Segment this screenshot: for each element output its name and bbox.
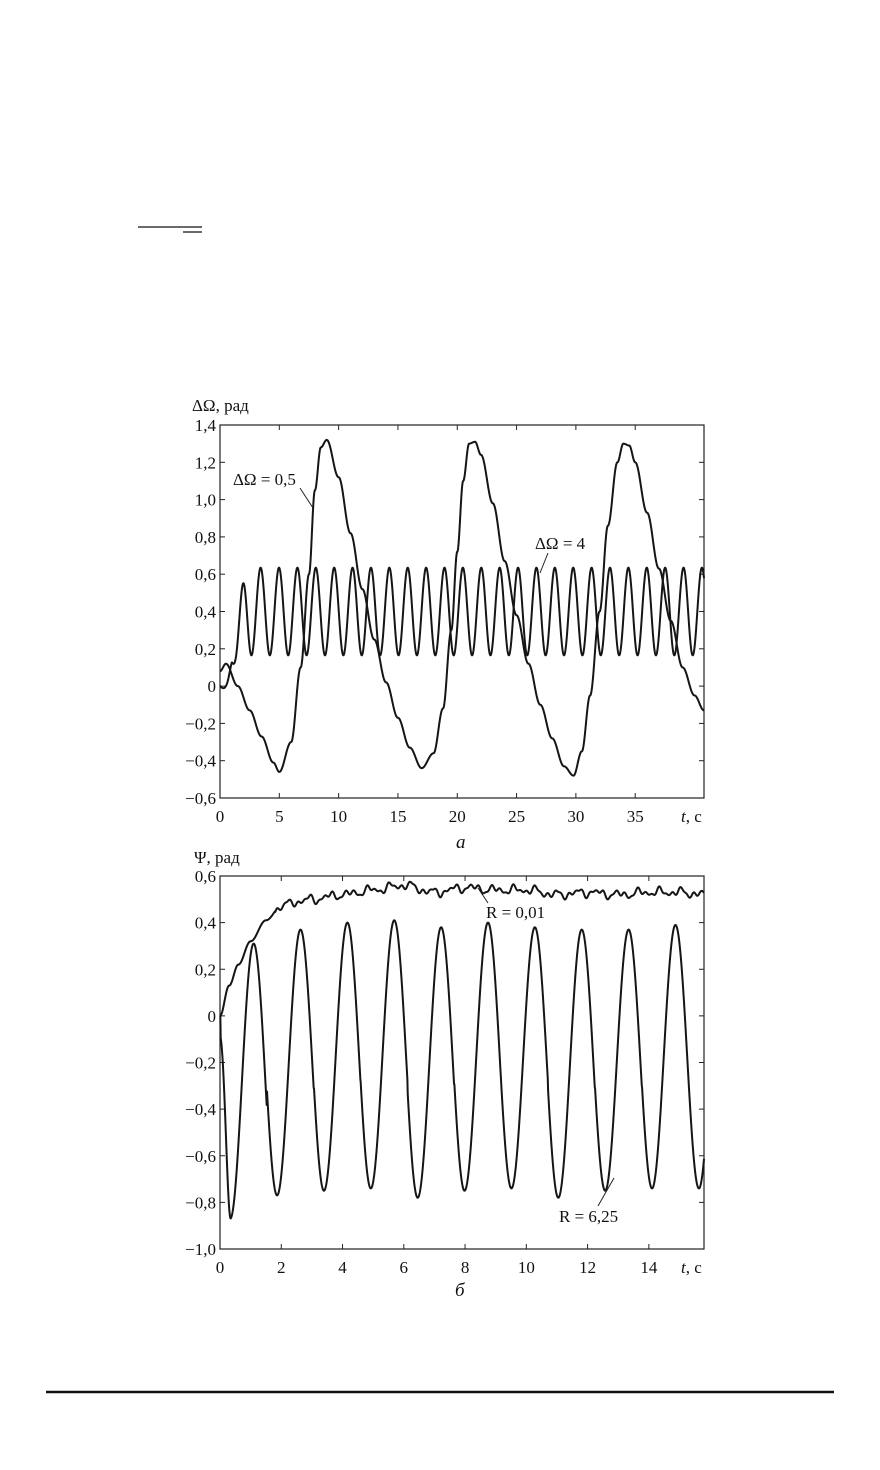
chart-a-xtick-label: 15 bbox=[389, 807, 407, 826]
chart-a-series-1 bbox=[220, 568, 704, 689]
chart-a-xtick-label: 25 bbox=[508, 807, 526, 826]
chart-b-label-001-text: R = 0,01 bbox=[486, 903, 546, 922]
chart-a-ytick-label: −0,6 bbox=[185, 789, 216, 808]
chart-b-ytick-label: −0,2 bbox=[185, 1053, 216, 1073]
chart-b-caption: б bbox=[455, 1280, 465, 1301]
chart-a-xtick-label: 30 bbox=[567, 807, 585, 826]
chart-b-ytick-label: 0 bbox=[207, 1006, 216, 1026]
chart-b bbox=[185, 848, 704, 1301]
chart-b-ytick-label: 0,6 bbox=[194, 867, 216, 886]
chart-a-xlabel-var: t bbox=[681, 807, 686, 826]
chart-b-xtick-label: 8 bbox=[460, 1258, 470, 1277]
chart-b-leader-625 bbox=[598, 1178, 614, 1206]
chart-b-xtick-label: 14 bbox=[640, 1258, 658, 1277]
chart-a-ytick-label: 0,2 bbox=[194, 639, 216, 659]
chart-b-xtick-label: 12 bbox=[579, 1258, 597, 1277]
chart-b-series-1 bbox=[220, 920, 704, 1218]
chart-a-ytick-label: 1,0 bbox=[194, 490, 216, 510]
chart-b-xlabel-unit: , с bbox=[685, 1258, 702, 1277]
chart-b-xtick-label: 4 bbox=[338, 1258, 347, 1277]
chart-a-xtick-label: 35 bbox=[626, 807, 644, 826]
chart-b-xtick-label: 6 bbox=[399, 1258, 409, 1277]
chart-a-ytick-label: −0,4 bbox=[185, 751, 216, 771]
chart-a-caption: а bbox=[456, 832, 466, 853]
chart-b-leader-001 bbox=[478, 888, 488, 903]
chart-b-xtick-label: 10 bbox=[517, 1258, 535, 1277]
chart-a-xtick-label: 10 bbox=[330, 807, 348, 826]
chart-a-ytick-label: 1,2 bbox=[194, 453, 216, 473]
chart-b-ytick-label: 0,2 bbox=[194, 960, 216, 980]
chart-a-xtick-label: 5 bbox=[275, 807, 284, 826]
chart-a-leader-4 bbox=[540, 553, 548, 573]
chart-b-ytick-label: 0,4 bbox=[194, 913, 216, 933]
chart-a-xtick-label: 0 bbox=[215, 807, 225, 826]
chart-a-ytick-label: 0,4 bbox=[194, 602, 216, 622]
chart-b-xtick-label: 2 bbox=[277, 1258, 286, 1277]
chart-a-label-05: ΔΩ = 0,5 bbox=[233, 470, 296, 489]
chart-b-frame bbox=[220, 876, 704, 1249]
chart-b-ylabel: Ψ, рад bbox=[194, 848, 240, 867]
chart-b-ytick-label: −0,8 bbox=[185, 1193, 216, 1213]
chart-a-xlabel bbox=[681, 807, 702, 826]
chart-b-xtick-label: 0 bbox=[215, 1258, 225, 1277]
chart-a-xlabel-unit: , с bbox=[685, 807, 702, 826]
chart-a-ytick-label: −0,2 bbox=[185, 714, 216, 734]
chart-a-ytick-label: 0 bbox=[207, 677, 216, 697]
chart-b-label-001 bbox=[486, 903, 545, 922]
chart-b-label-625: R = 6,25 bbox=[559, 1207, 619, 1226]
chart-b-ytick-label: −0,4 bbox=[185, 1100, 216, 1120]
chart-a-leader-05 bbox=[300, 488, 313, 508]
chart-a bbox=[185, 396, 704, 853]
chart-a-xtick-label: 20 bbox=[448, 807, 466, 826]
chart-a-label-4: ΔΩ = 4 bbox=[535, 534, 586, 553]
chart-a-ylabel: ΔΩ, рад bbox=[192, 396, 249, 415]
chart-a-ytick-label: 0,8 bbox=[194, 527, 216, 547]
chart-b-ytick-label: −0,6 bbox=[185, 1146, 216, 1166]
chart-b-xlabel bbox=[681, 1258, 702, 1277]
chart-a-ytick-label: 0,6 bbox=[194, 565, 216, 585]
chart-a-ytick-label: 1,4 bbox=[194, 416, 216, 435]
chart-b-ytick-label: −1,0 bbox=[185, 1240, 216, 1259]
chart-b-xlabel-var: t bbox=[681, 1258, 686, 1277]
